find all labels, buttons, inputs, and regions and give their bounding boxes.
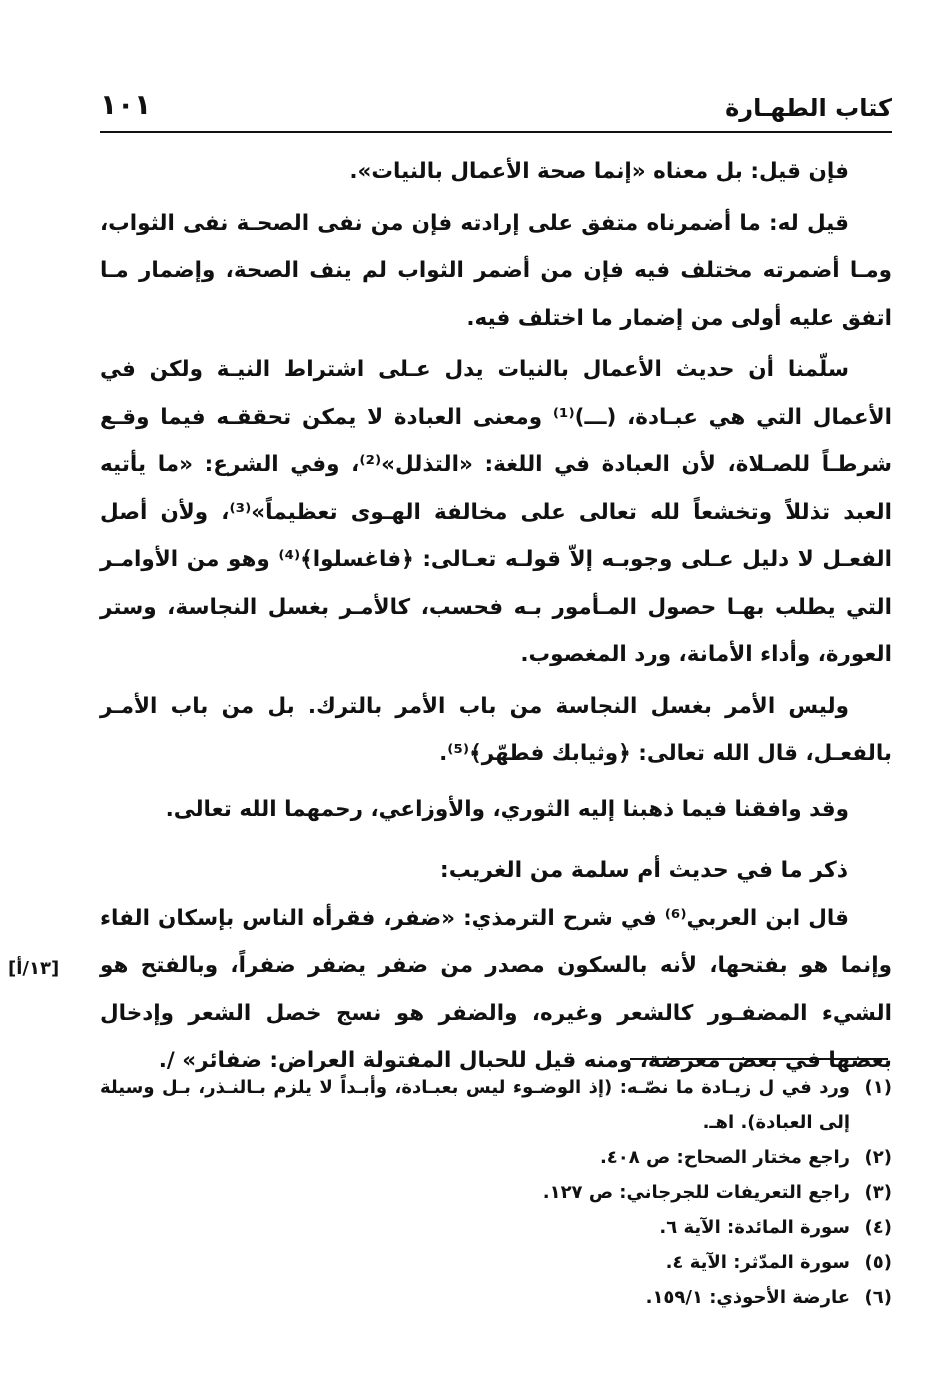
footnote-number: (٣) <box>864 1182 892 1203</box>
footnote-number: (٥) <box>864 1252 892 1273</box>
running-title: كتاب الطهـارة <box>725 94 892 122</box>
paragraph-3: سلّمنا أن حديث الأعمال بالنيات يدل عـلى اشتراط النيـة ولكن في الأعمال التي هي عبـادة، (ـــ)⁽¹⁾ ومعنى العبادة لا يمكن تحققـه فيما وقـع شرطـاً للصـلاة، لأن العبادة في اللغة: «التذلل»⁽²⁾، وفي الشرع: «ما يأتيه العبد تذللاً وتخشعاً لله تعالى على مخالفة الهـوى تعظيماً»⁽³⁾، ولأن أصل الفعـل لا دليل عـلى وجوبـه إلاّ قولـه تعـالى: ﴿فاغسلوا﴾⁽⁴⁾ وهو من الأوامـر التي يطلب بهـا حصول المـأمور بـه فحسب، كالأمـر بغسل النجاسة، وستر العورة، وأداء الأمانة، ورد المغصوب. <box>100 357 892 667</box>
footnote-5 <box>100 1245 892 1280</box>
footnote-text: راجع التعريفات للجرجاني: ص ١٢٧. <box>542 1182 850 1203</box>
footnote-text: راجع مختار الصحاح: ص ٤٠٨. <box>599 1147 850 1168</box>
section-paragraph: قال ابن العربي⁽⁶⁾ في شرح الترمذي: «ضفر، فقرأه الناس بإسكان الفاء وإنما هو بفتحها، لأنه بالسكون مصدر من ضفر يضفر ضفراً، وبالفتح هو الشيء المضفـور كالشعر وغيره، والضفر هو نسج خصل الشعر وإدخال بعضها في بعض معرضة، ومنه قيل للحبال المفتولة العراض: ضفائر» /. <box>100 905 892 1073</box>
section-heading: ذكر ما في حديث أم سلمة من الغريب: <box>439 858 848 883</box>
footnote-1 <box>100 1070 892 1140</box>
footnote-text: عارضة الأحوذي: ١٥٩/١. <box>645 1287 850 1308</box>
footnote-number: (٢) <box>864 1147 892 1168</box>
footnote-number: (٦) <box>864 1287 892 1308</box>
footnote-rule <box>630 1058 888 1060</box>
footnote-3 <box>100 1175 892 1210</box>
paragraph-1: فإن قيل: بل معناه «إنما صحة الأعمال بالنيات». <box>349 159 849 184</box>
footnote-number: (٤) <box>864 1217 892 1238</box>
footnote-number: (١) <box>864 1077 892 1098</box>
folio-margin-note: [١٣/أ] <box>8 958 60 979</box>
page-number: ١٠١ <box>100 88 152 121</box>
footnotes <box>100 1070 892 1315</box>
main-text <box>100 148 892 1089</box>
paragraph-5: وقد وافقنا فيما ذهبنا إليه الثوري، والأوزاعي، رحمهما الله تعالى. <box>165 796 849 822</box>
footnote-text: سورة المدّثر: الآية ٤. <box>665 1252 850 1273</box>
footnote-2 <box>100 1140 892 1175</box>
page-header <box>100 88 892 128</box>
paragraph-2: قيل له: ما أضمرناه متفق على إرادته فإن من نفى الصحـة نفى الثواب، ومـا أضمرته مختلف فيه فإن من أضمر الثواب لم ينف الصحة، وإضمار مـا اتفق عليه أولى من إضمار ما اختلف فيه. <box>100 210 892 331</box>
footnote-text: سورة المائدة: الآية ٦. <box>659 1217 850 1238</box>
footnote-6 <box>100 1280 892 1315</box>
footnote-text: ورد في ل زيـادة ما نصّـه: (إذ الوضـوء ليس بعبـادة، وأبـداً لا يلزم بـالنـذر، بـل وسيلة إلى العبادة). اهـ. <box>100 1077 850 1133</box>
paragraph-4: وليس الأمر بغسل النجاسة من باب الأمر بالترك. بل من باب الأمـر بالفعـل، قال الله تعالى: ﴿وثيابك فطهّر﴾⁽⁵⁾. <box>100 693 892 766</box>
footnote-4 <box>100 1210 892 1245</box>
header-rule <box>100 131 892 133</box>
